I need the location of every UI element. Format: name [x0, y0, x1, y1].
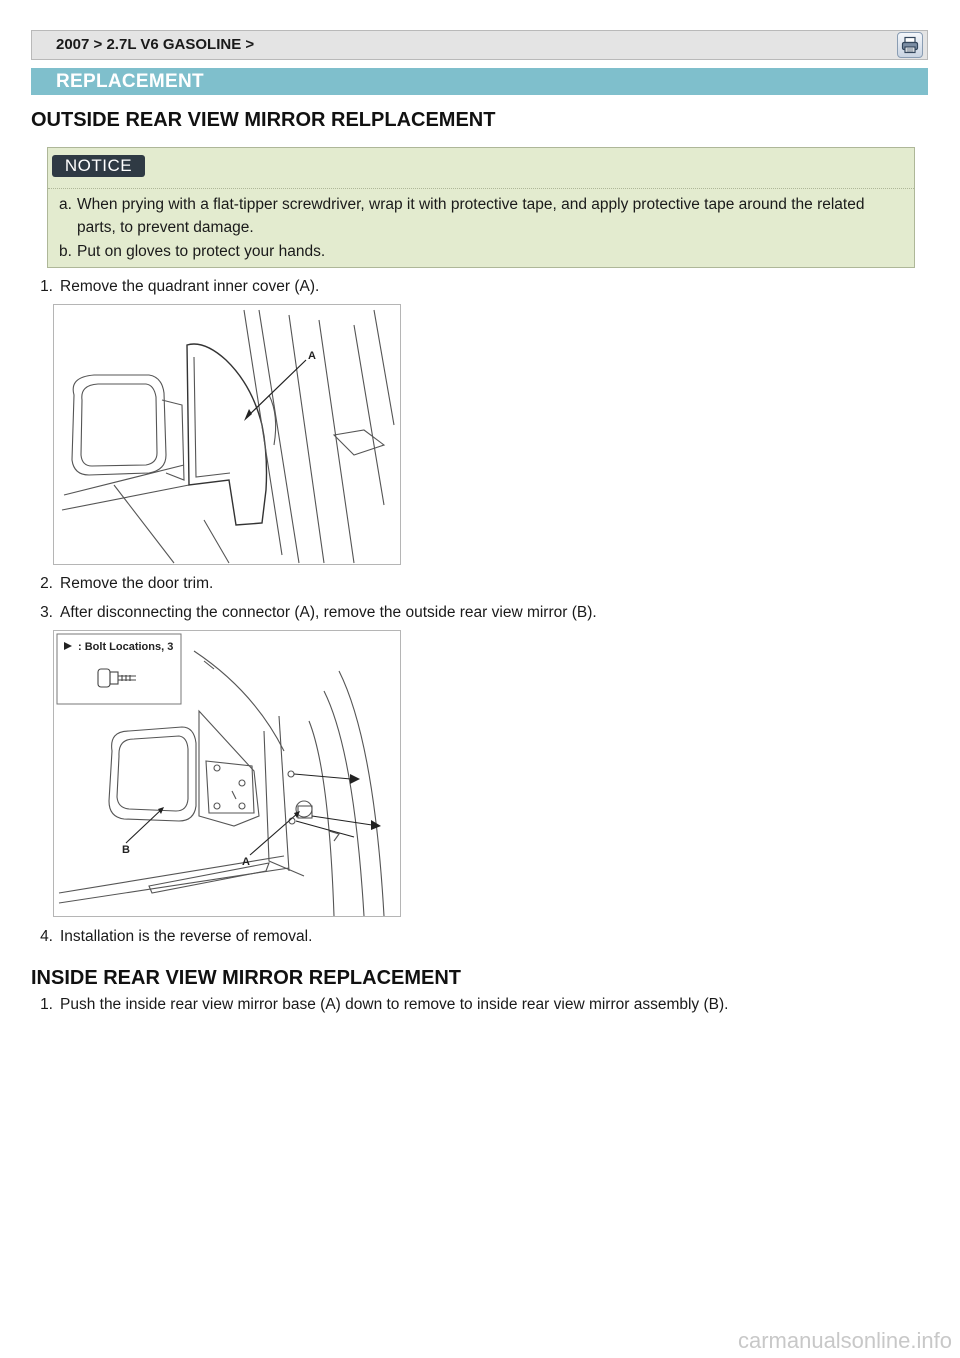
figure-quadrant-cover [53, 304, 401, 565]
step-number: 3. [40, 604, 53, 621]
notice-item [59, 193, 905, 239]
notice-list [59, 193, 905, 263]
outside-mirror-illustration [54, 631, 400, 916]
step-number: 1. [40, 996, 53, 1013]
step-item [31, 277, 319, 297]
print-button[interactable] [897, 32, 923, 58]
notice-divider [48, 188, 914, 189]
step-number: 4. [40, 928, 53, 945]
step-text: Push the inside rear view mirror base (A) down to remove to inside rear view mirror assembly (B). [60, 996, 729, 1013]
quadrant-cover-illustration [54, 305, 400, 564]
notice-item-text: When prying with a flat-tipper screwdriver, wrap it with protective tape, and apply protective tape around the related parts, to prevent damage. [77, 196, 865, 236]
step-item [31, 995, 728, 1015]
step-text: Installation is the reverse of removal. [60, 928, 313, 945]
section-title: REPLACEMENT [31, 68, 928, 95]
figure1-label-a: A [308, 350, 316, 362]
step-item [31, 603, 597, 623]
notice-item-text: Put on gloves to protect your hands. [77, 243, 326, 260]
step-text: After disconnecting the connector (A), remove the outside rear view mirror (B). [60, 604, 597, 621]
breadcrumb-text: 2007 > 2.7L V6 GASOLINE > [56, 36, 255, 53]
notice-item-marker: b. [59, 243, 72, 260]
step-text: Remove the door trim. [60, 575, 214, 592]
outside-mirror-heading: OUTSIDE REAR VIEW MIRROR RELPLACEMENT [31, 109, 496, 131]
figure-outside-mirror [53, 630, 401, 917]
figure2-legend: : Bolt Locations, 3 [78, 641, 174, 653]
figure2-label-a: A [242, 856, 250, 868]
notice-box [47, 147, 915, 268]
watermark: carmanualsonline.info [737, 1328, 952, 1353]
notice-badge: NOTICE [52, 155, 145, 177]
step-item [31, 927, 312, 947]
printer-icon [901, 36, 919, 54]
figure2-label-b: B [122, 844, 130, 856]
inside-mirror-heading: INSIDE REAR VIEW MIRROR REPLACEMENT [31, 967, 462, 989]
step-number: 2. [40, 575, 53, 592]
breadcrumb [31, 30, 928, 60]
notice-item [59, 240, 905, 263]
step-text: Remove the quadrant inner cover (A). [60, 278, 320, 295]
step-item [31, 574, 213, 594]
step-number: 1. [40, 278, 53, 295]
notice-item-marker: a. [59, 196, 72, 213]
